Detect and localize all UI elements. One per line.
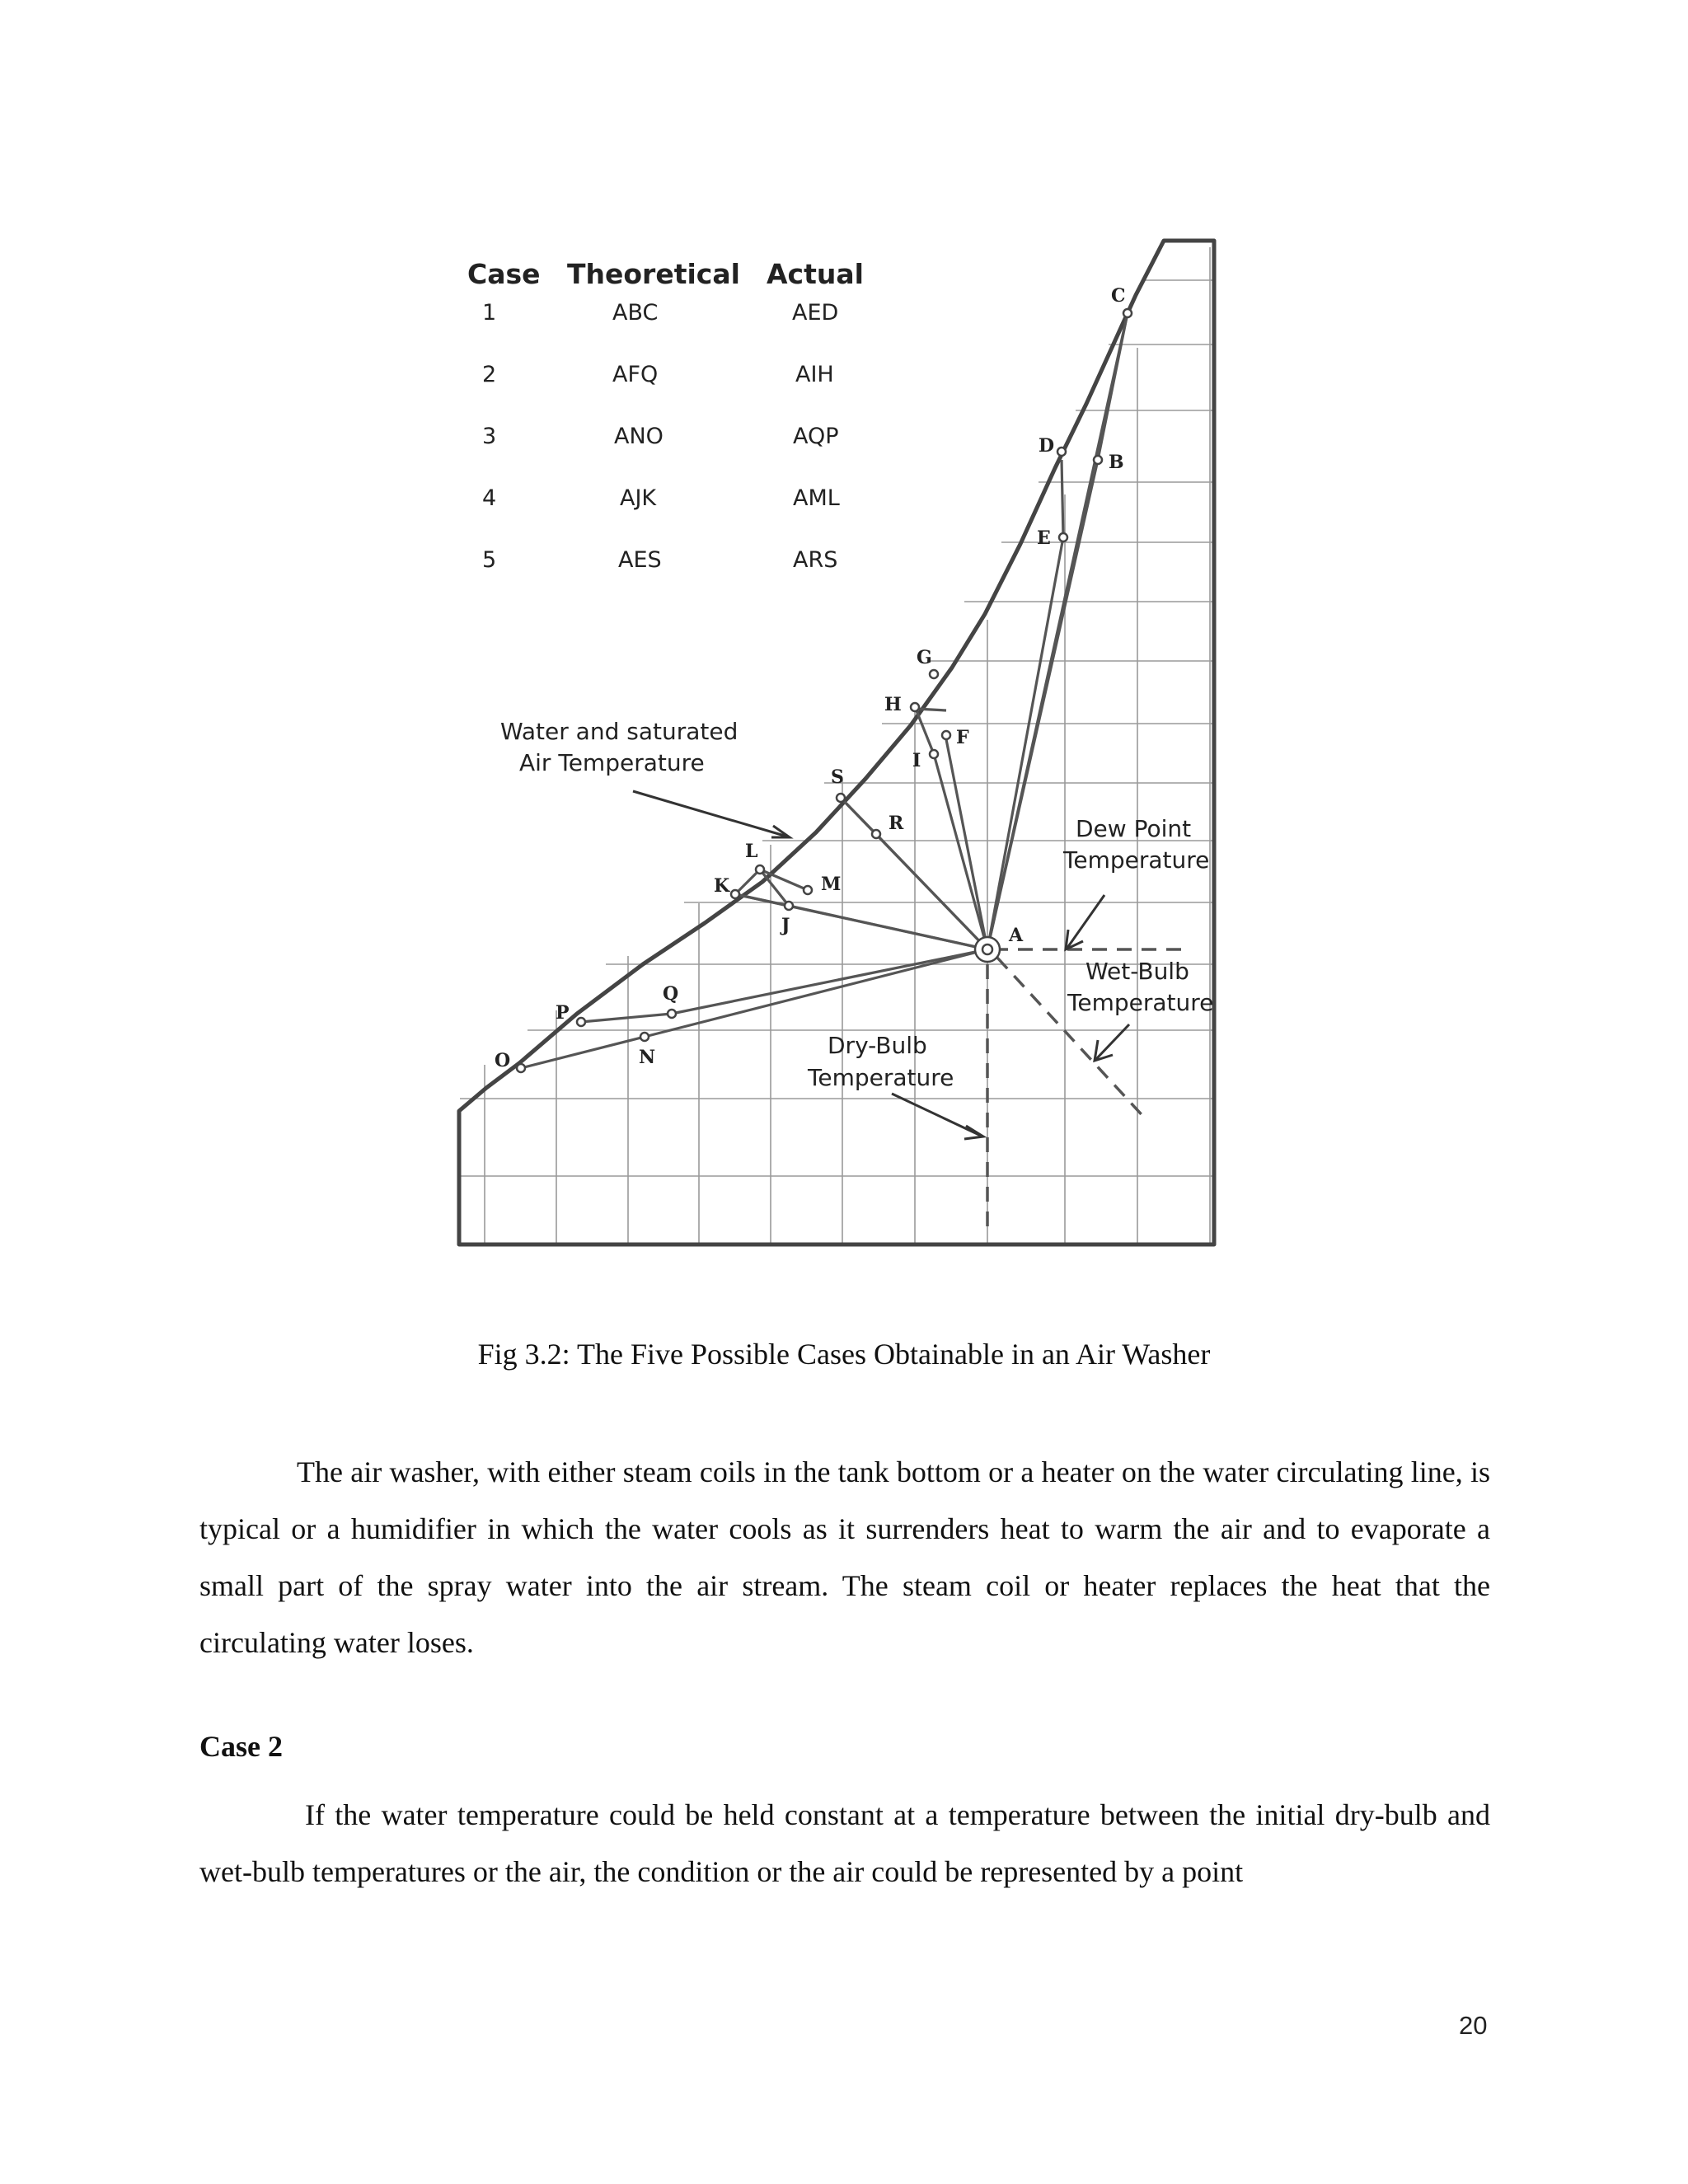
table-case-cell: 2 [482,362,497,387]
body-paragraph: If the water temperature could be held constant at a temperature between the initial dry-bulb and wet-bulb temperatures or the air, the condition or the air could be represented by a point [199,1798,1490,1888]
label-k: K [714,875,730,897]
point-c [1123,309,1132,317]
label-c: C [1111,285,1126,307]
table-theoretical-cell: AES [618,547,662,573]
table-actual-cell: ARS [793,547,838,573]
label-a: A [1009,925,1024,946]
point-l [756,865,764,874]
label-r: R [889,813,904,834]
label-b: B [1109,452,1124,473]
point-q [668,1010,676,1018]
table-case-cell: 1 [482,300,497,326]
label-s: S [831,766,844,788]
table-theoretical-cell: ABC [612,300,659,326]
section-heading: Case 2 [199,1730,283,1763]
figure-caption: Fig 3.2: The Five Possible Cases Obtainable in an Air Washer [477,1338,1211,1371]
table-case-cell: 5 [482,547,497,573]
table-header-theoretical: Theoretical [567,258,740,290]
label-i: I [912,750,921,771]
point-e [1059,533,1067,541]
label-f: F [956,727,969,748]
dew-point-label-line2: Temperature [1063,846,1210,874]
label-l: L [745,841,758,862]
label-o: O [495,1050,511,1071]
point-j [785,902,793,910]
point-b [1094,456,1102,464]
point-p [577,1018,585,1026]
point-labels [495,285,1126,1071]
body-paragraph: The air washer, with either steam coils in the tank bottom or a heater on the water circulating line, is typical or a humidifier in which the water cools as it surrenders heat to warm the air and to evaporate a small part of the spray water into the air stream. The steam coil or heater replaces the heat that the circulating water loses. [199,1455,1490,1659]
table-actual-cell: AQP [793,424,839,449]
chart-grid [460,247,1214,1244]
point-k [731,890,739,898]
label-m: M [821,874,842,895]
water-saturated-label-line2: Air Temperature [519,749,705,776]
page-number: 20 [1459,2011,1488,2040]
label-p: P [556,1002,570,1024]
point-g [930,670,938,678]
table-actual-cell: AML [793,485,840,511]
annotation-labels [500,718,1213,1091]
label-g: G [917,647,932,668]
point-m [804,886,812,894]
point-i [930,750,938,758]
point-d [1057,448,1066,456]
point-f [942,731,950,739]
label-h: H [884,694,902,715]
label-d: D [1039,435,1055,457]
label-n: N [639,1047,656,1068]
point-a [982,944,992,954]
label-q: Q [663,983,679,1005]
table-theoretical-cell: ANO [614,424,663,449]
table-case-cell: 4 [482,485,497,511]
water-saturated-label-line1: Water and saturated [500,718,738,745]
wet-bulb-label-line2: Temperature [1067,989,1214,1016]
table-actual-cell: AIH [795,362,834,387]
case-table [467,258,864,573]
table-header-actual: Actual [767,258,864,290]
dry-bulb-label-line2: Temperature [808,1064,954,1091]
table-theoretical-cell: AFQ [612,362,659,387]
label-e: E [1037,527,1051,549]
point-h [911,703,919,711]
point-r [872,830,880,838]
table-header-case: Case [467,258,541,290]
label-j: J [781,915,790,936]
point-n [640,1033,649,1041]
dew-point-label-line1: Dew Point [1076,815,1192,842]
table-case-cell: 3 [482,424,497,449]
dry-bulb-label-line1: Dry-Bulb [828,1032,927,1059]
point-s [837,794,845,802]
wet-bulb-label-line1: Wet-Bulb [1085,958,1189,985]
point-o [517,1064,525,1072]
table-actual-cell: AED [792,300,839,326]
table-theoretical-cell: AJK [620,485,657,511]
